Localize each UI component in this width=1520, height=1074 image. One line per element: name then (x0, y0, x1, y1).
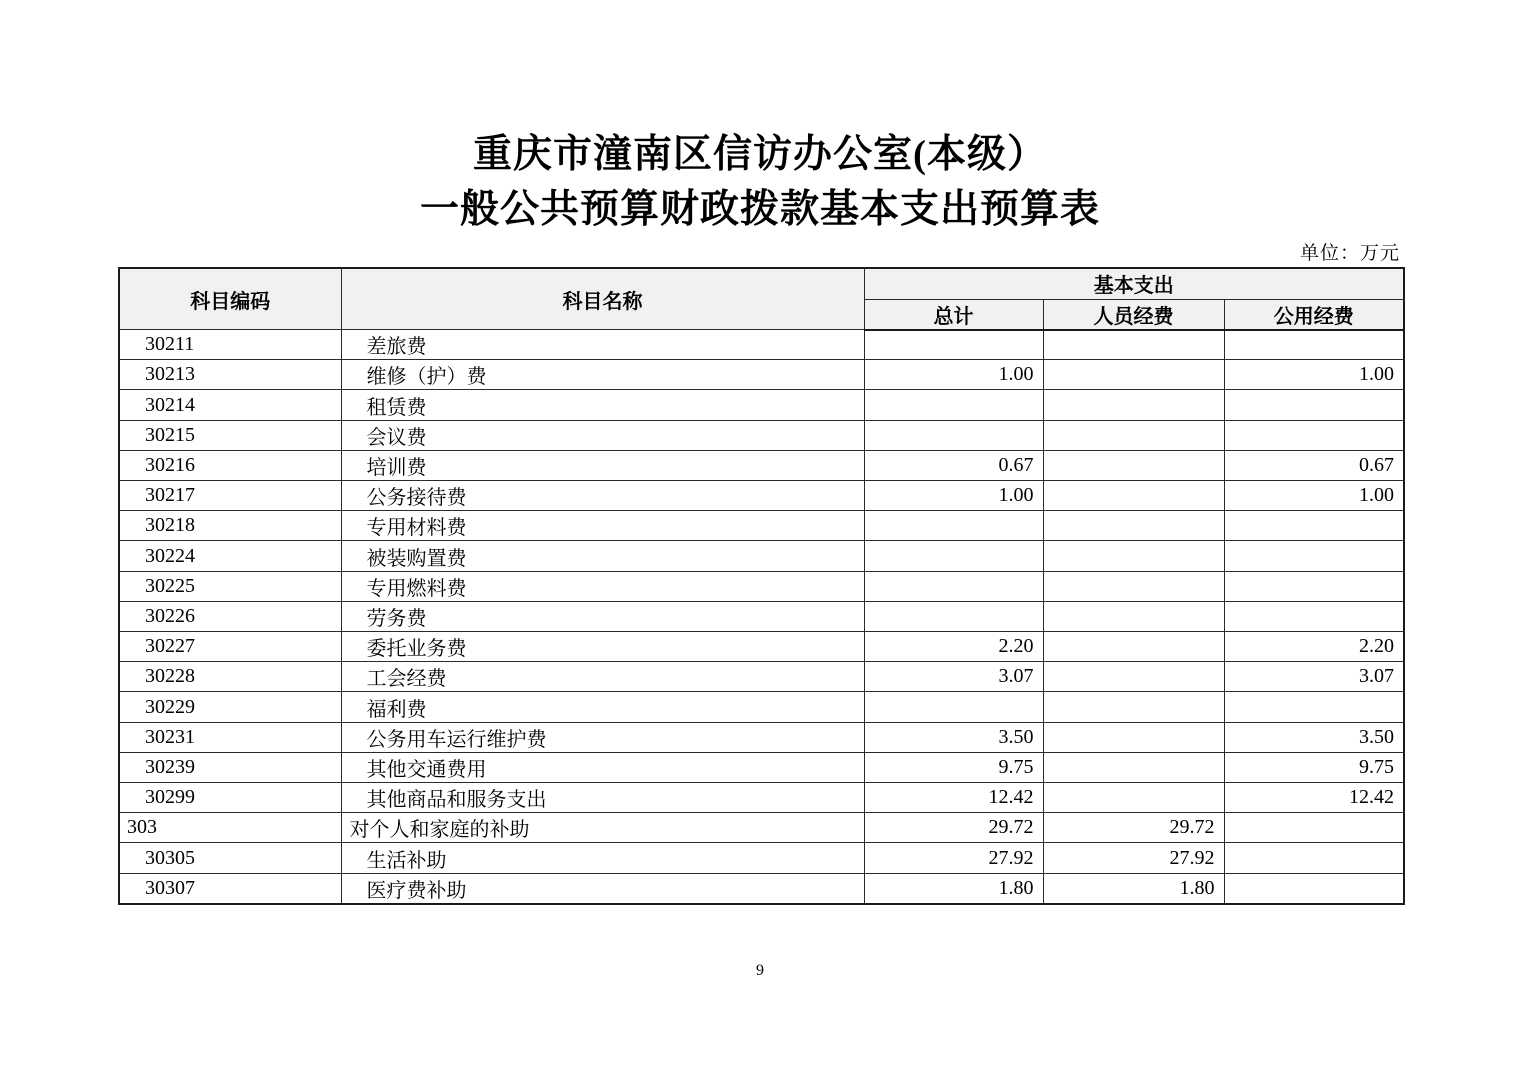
document-title (0, 127, 1520, 237)
table-row (119, 541, 1404, 571)
cell-total (864, 601, 1043, 631)
table-header (119, 268, 1404, 330)
cell-public: 1.00 (1224, 481, 1404, 511)
cell-total: 1.00 (864, 360, 1043, 390)
cell-personnel (1043, 511, 1224, 541)
cell-total: 9.75 (864, 752, 1043, 782)
table-row (119, 813, 1404, 843)
cell-code: 30227 (119, 632, 341, 662)
cell-total (864, 692, 1043, 722)
cell-code: 30216 (119, 450, 341, 480)
cell-code: 30228 (119, 662, 341, 692)
cell-personnel (1043, 692, 1224, 722)
cell-name: 公务用车运行维护费 (341, 722, 864, 752)
cell-name: 公务接待费 (341, 481, 864, 511)
budget-table (118, 267, 1405, 905)
cell-code: 30224 (119, 541, 341, 571)
cell-public (1224, 511, 1404, 541)
cell-code: 30218 (119, 511, 341, 541)
table-row (119, 873, 1404, 904)
table-row (119, 783, 1404, 813)
cell-code: 303 (119, 813, 341, 843)
page-number: 9 (756, 962, 764, 979)
cell-total: 2.20 (864, 632, 1043, 662)
cell-personnel (1043, 632, 1224, 662)
cell-name: 专用燃料费 (341, 571, 864, 601)
cell-code: 30211 (119, 330, 341, 360)
table-row (119, 571, 1404, 601)
table-row (119, 511, 1404, 541)
cell-name: 会议费 (341, 420, 864, 450)
header-code: 科目编码 (119, 268, 341, 330)
cell-total (864, 390, 1043, 420)
cell-personnel: 27.92 (1043, 843, 1224, 873)
cell-name: 医疗费补助 (341, 873, 864, 904)
cell-name: 其他商品和服务支出 (341, 783, 864, 813)
header-public: 公用经费 (1224, 299, 1404, 330)
cell-public: 9.75 (1224, 752, 1404, 782)
cell-total: 1.00 (864, 481, 1043, 511)
table-row (119, 360, 1404, 390)
cell-total (864, 511, 1043, 541)
cell-personnel (1043, 390, 1224, 420)
cell-code: 30299 (119, 783, 341, 813)
table-body (119, 330, 1404, 905)
cell-personnel (1043, 783, 1224, 813)
cell-public: 12.42 (1224, 783, 1404, 813)
cell-total (864, 420, 1043, 450)
title-line-2: 一般公共预算财政拨款基本支出预算表 (419, 188, 1100, 231)
cell-personnel (1043, 752, 1224, 782)
header-total: 总计 (864, 299, 1043, 330)
cell-code: 30305 (119, 843, 341, 873)
cell-total: 0.67 (864, 450, 1043, 480)
cell-name: 租赁费 (341, 390, 864, 420)
cell-code: 30231 (119, 722, 341, 752)
cell-public (1224, 541, 1404, 571)
cell-public: 1.00 (1224, 360, 1404, 390)
cell-public: 0.67 (1224, 450, 1404, 480)
header-personnel: 人员经费 (1043, 299, 1224, 330)
table-row (119, 481, 1404, 511)
cell-public (1224, 330, 1404, 360)
cell-total: 1.80 (864, 873, 1043, 904)
cell-public (1224, 390, 1404, 420)
cell-code: 30225 (119, 571, 341, 601)
table-row (119, 692, 1404, 722)
cell-name: 工会经费 (341, 662, 864, 692)
cell-total: 12.42 (864, 783, 1043, 813)
cell-name: 差旅费 (341, 330, 864, 360)
cell-public: 3.50 (1224, 722, 1404, 752)
cell-personnel (1043, 541, 1224, 571)
table-row (119, 390, 1404, 420)
unit-label: 单位：万元 (1299, 243, 1400, 264)
cell-name: 被装购置费 (341, 541, 864, 571)
table-row (119, 420, 1404, 450)
cell-name: 委托业务费 (341, 632, 864, 662)
header-name: 科目名称 (341, 268, 864, 330)
cell-code: 30229 (119, 692, 341, 722)
cell-personnel (1043, 722, 1224, 752)
cell-name: 生活补助 (341, 843, 864, 873)
table-row (119, 752, 1404, 782)
table-row (119, 843, 1404, 873)
table-row (119, 330, 1404, 360)
cell-total: 3.50 (864, 722, 1043, 752)
cell-name: 福利费 (341, 692, 864, 722)
cell-total: 29.72 (864, 813, 1043, 843)
cell-personnel (1043, 601, 1224, 631)
cell-public: 2.20 (1224, 632, 1404, 662)
title-line-1: 重庆市潼南区信访办公室(本级） (473, 133, 1047, 176)
cell-personnel (1043, 450, 1224, 480)
table-row (119, 632, 1404, 662)
cell-personnel (1043, 662, 1224, 692)
cell-personnel (1043, 420, 1224, 450)
cell-personnel (1043, 571, 1224, 601)
table-row (119, 662, 1404, 692)
cell-name: 其他交通费用 (341, 752, 864, 782)
cell-public (1224, 420, 1404, 450)
cell-name: 维修（护）费 (341, 360, 864, 390)
header-basic-expenditure: 基本支出 (864, 268, 1404, 299)
cell-code: 30307 (119, 873, 341, 904)
cell-public (1224, 571, 1404, 601)
header-row-group (119, 268, 1404, 299)
table-row (119, 722, 1404, 752)
cell-code: 30217 (119, 481, 341, 511)
cell-name: 劳务费 (341, 601, 864, 631)
cell-public (1224, 873, 1404, 904)
cell-total (864, 541, 1043, 571)
cell-total (864, 571, 1043, 601)
cell-personnel (1043, 481, 1224, 511)
cell-total: 27.92 (864, 843, 1043, 873)
cell-name: 对个人和家庭的补助 (341, 813, 864, 843)
cell-name: 培训费 (341, 450, 864, 480)
cell-code: 30213 (119, 360, 341, 390)
cell-public (1224, 692, 1404, 722)
cell-public: 3.07 (1224, 662, 1404, 692)
cell-code: 30226 (119, 601, 341, 631)
cell-code: 30214 (119, 390, 341, 420)
cell-name: 专用材料费 (341, 511, 864, 541)
cell-personnel (1043, 330, 1224, 360)
table-row (119, 450, 1404, 480)
cell-personnel (1043, 360, 1224, 390)
cell-personnel: 29.72 (1043, 813, 1224, 843)
cell-public (1224, 813, 1404, 843)
cell-public (1224, 601, 1404, 631)
cell-code: 30215 (119, 420, 341, 450)
cell-personnel: 1.80 (1043, 873, 1224, 904)
cell-total: 3.07 (864, 662, 1043, 692)
table-row (119, 601, 1404, 631)
cell-public (1224, 843, 1404, 873)
cell-total (864, 330, 1043, 360)
cell-code: 30239 (119, 752, 341, 782)
